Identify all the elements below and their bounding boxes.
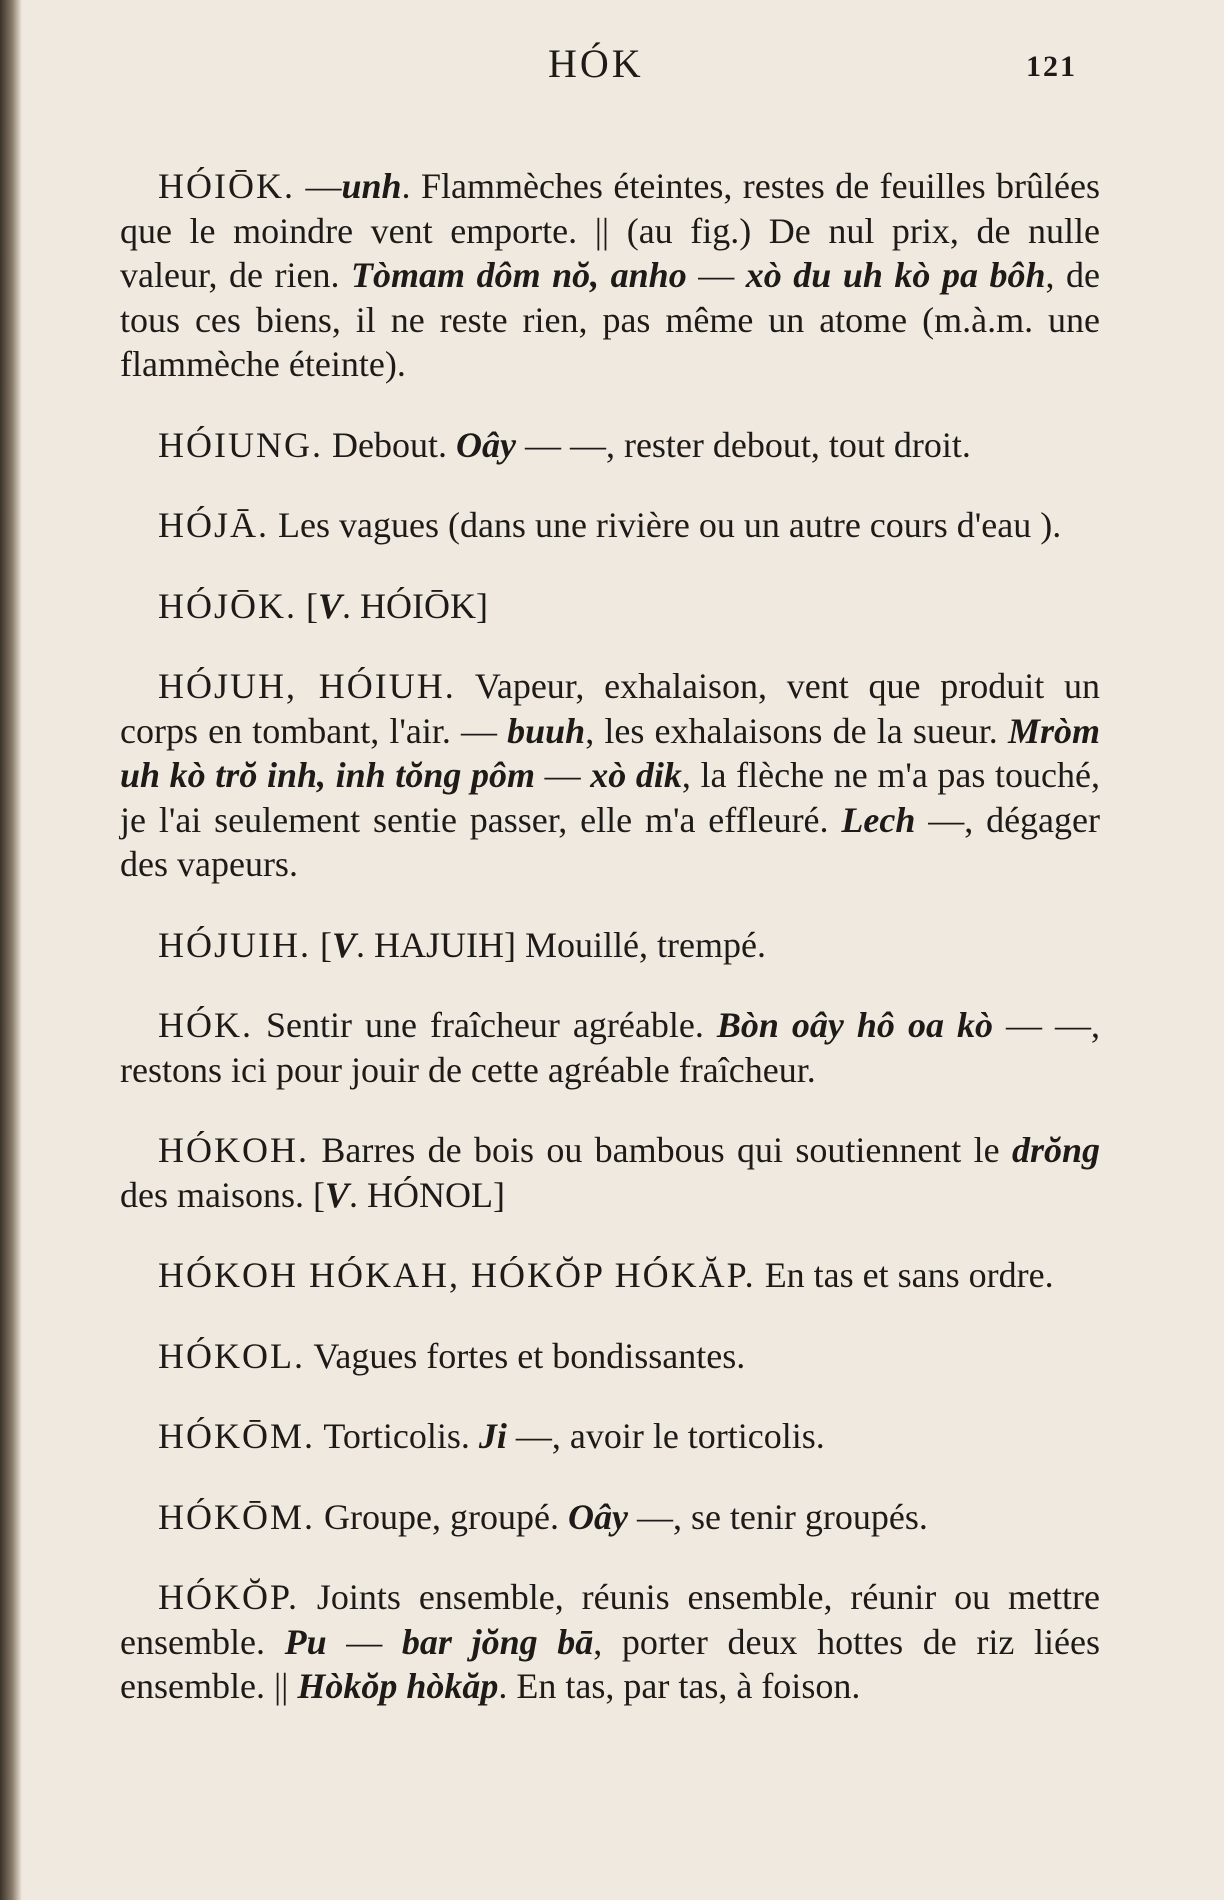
entry-text: . En tas, par tas, à foison. bbox=[498, 1666, 861, 1706]
entry-headword: HÓJŌK. bbox=[158, 585, 298, 626]
dictionary-entry bbox=[120, 1334, 1100, 1379]
entry-headword: HÓIŌK. bbox=[158, 166, 295, 206]
entry-example-italic: Lech bbox=[841, 799, 916, 840]
entry-text: . HÓIŌK] bbox=[342, 585, 488, 626]
entry-headword: HÓKŌM. bbox=[158, 1496, 316, 1537]
dictionary-entry bbox=[120, 1003, 1100, 1092]
book-gutter bbox=[0, 0, 22, 1900]
entry-text: . Flammèches éteintes, restes de feuilles brûlées que le moindre vent emporte. bbox=[120, 166, 1100, 251]
entry-text: || bbox=[594, 210, 610, 251]
entry-text: Debout. bbox=[331, 424, 456, 465]
entry-text: — bbox=[686, 255, 746, 295]
entry-example-italic: Pu bbox=[284, 1621, 327, 1662]
entry-text: Joints ensemble, réunis ensemble, réunir ou mettre ensemble. bbox=[120, 1577, 1101, 1662]
dictionary-entry bbox=[120, 1128, 1100, 1217]
entry-text: , porter deux hottes de riz liées ensemble. || bbox=[120, 1621, 1100, 1706]
entry-headword: HÓJUIH. bbox=[158, 924, 311, 965]
entry-example-italic: drŏng bbox=[1011, 1130, 1101, 1170]
entry-text: [ bbox=[320, 924, 332, 965]
dictionary-entry bbox=[120, 664, 1100, 887]
entry-example-italic: xò du uh kò pa bôh bbox=[745, 255, 1046, 295]
dictionary-entry bbox=[120, 1253, 1100, 1298]
dictionary-entry bbox=[120, 923, 1100, 968]
entry-text: —, avoir le torticolis. bbox=[506, 1416, 825, 1456]
dictionary-entry bbox=[120, 423, 1100, 468]
entry-text: Les vagues (dans une rivière ou un autre cours d'eau ). bbox=[278, 505, 1062, 545]
dictionary-entry bbox=[120, 503, 1100, 548]
page-number: 121 bbox=[1026, 50, 1077, 83]
entry-text: Vagues fortes et bondissantes. bbox=[313, 1335, 746, 1376]
entry-text: (au fig.) De nul prix, de nulle valeur, de rien. bbox=[120, 210, 1101, 295]
entry-text: , la flèche ne m'a pas touché, je l'ai seulement sentie passer, elle m'a effleuré. bbox=[120, 755, 1101, 840]
entry-example-italic: Ji bbox=[478, 1416, 507, 1456]
entry-headword: HÓIUNG. bbox=[158, 424, 323, 465]
dictionary-entry bbox=[120, 1414, 1100, 1459]
entry-example-italic: unh bbox=[341, 166, 402, 206]
entry-example-italic: Hòkŏp hòkăp bbox=[297, 1666, 499, 1706]
entry-text: Groupe, groupé. bbox=[324, 1496, 568, 1537]
entry-headword: HÓJUH, HÓIUH. bbox=[158, 666, 456, 706]
entry-example-italic: Oây bbox=[455, 424, 516, 465]
entry-text: des maisons. [ bbox=[120, 1174, 325, 1215]
entry-example-italic: Bòn oây hô oa kò bbox=[716, 1005, 993, 1045]
entry-text: Vapeur, exhalaison, vent que produit un corps en tombant, l'air. — bbox=[120, 666, 1100, 751]
entry-text: Barres de bois ou bambous qui soutiennent le bbox=[321, 1130, 1012, 1170]
dictionary-entry bbox=[120, 584, 1100, 629]
entry-example-italic: bar jŏng bā bbox=[401, 1621, 594, 1662]
entry-headword: HÓJĀ. bbox=[158, 505, 270, 545]
entry-example-italic: Oây bbox=[567, 1496, 628, 1537]
entry-text: — bbox=[534, 755, 591, 795]
entry-headword: HÓKOH. bbox=[158, 1130, 309, 1170]
entry-text: En tas et sans ordre. bbox=[764, 1255, 1054, 1295]
entry-text: [ bbox=[306, 585, 319, 626]
dictionary-entry bbox=[120, 1495, 1100, 1540]
entry-text: , les exhalaisons de la sueur. bbox=[585, 710, 1008, 751]
entry-example-italic: V bbox=[324, 1174, 349, 1215]
entry-headword: HÓKOH HÓKAH, HÓKŎP HÓKĂP. bbox=[158, 1255, 756, 1295]
running-title: HÓK bbox=[548, 41, 644, 86]
entry-example-italic: Tòmam dôm nŏ, anho bbox=[351, 255, 687, 295]
dictionary-entries bbox=[120, 128, 1100, 1718]
entry-text: . HAJUIH] Mouillé, trempé. bbox=[356, 924, 766, 965]
entry-example-italic: V bbox=[318, 585, 343, 626]
entry-text: — bbox=[305, 166, 342, 206]
entry-example-italic: Mròm uh kò trŏ inh, inh tŏng pôm bbox=[120, 710, 1100, 795]
entry-example-italic: V bbox=[332, 924, 357, 965]
entry-text: —, se tenir groupés. bbox=[627, 1496, 928, 1537]
entry-text: — bbox=[326, 1621, 402, 1662]
entry-text: , de tous ces biens, il ne reste rien, pas même un atome (m.à.m. une flammèche éteinte). bbox=[120, 255, 1101, 384]
entry-headword: HÓKŎP. bbox=[158, 1577, 300, 1617]
entry-headword: HÓKŌM. bbox=[158, 1416, 316, 1456]
entry-text: — —, restons ici pour jouir de cette agréable fraîcheur. bbox=[120, 1005, 1100, 1090]
entry-text: Sentir une fraîcheur agréable. bbox=[266, 1005, 717, 1045]
running-header bbox=[0, 40, 1224, 90]
entry-headword: HÓKOL. bbox=[158, 1335, 305, 1376]
entry-text: Torticolis. bbox=[323, 1416, 479, 1456]
entry-text: —, dégager des vapeurs. bbox=[120, 799, 1100, 884]
entry-example-italic: xò dik bbox=[590, 755, 682, 795]
dictionary-entry bbox=[120, 164, 1100, 387]
entry-text: — —, rester debout, tout droit. bbox=[515, 424, 971, 465]
entry-headword: HÓK. bbox=[158, 1005, 253, 1045]
entry-text: . HÓNOL] bbox=[349, 1174, 505, 1215]
entry-example-italic: buuh bbox=[507, 710, 586, 751]
dictionary-entry bbox=[120, 1575, 1100, 1709]
